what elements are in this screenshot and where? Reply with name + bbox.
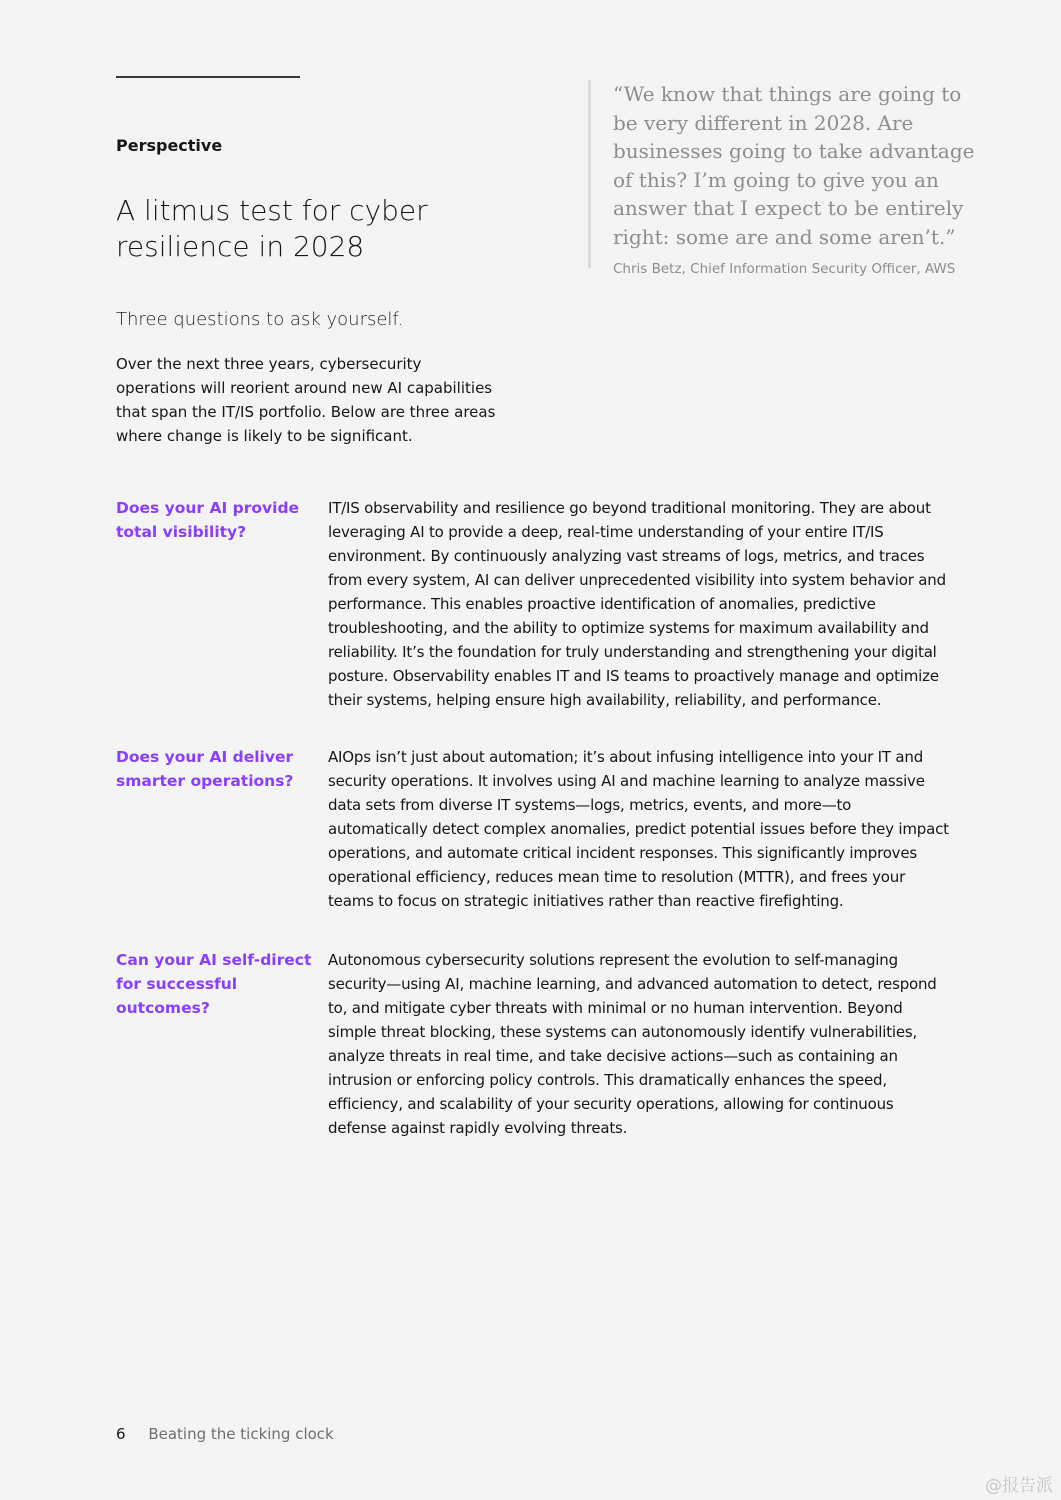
question-label: Can your AI self-direct for successful outcomes? <box>116 951 312 1017</box>
subtitle: Three questions to ask yourself. <box>116 309 404 330</box>
page-title: A litmus test for cyber resilience in 2028 <box>116 194 428 263</box>
question-label: Does your AI provide total visibility? <box>116 499 300 541</box>
quote-attribution: Chris Betz, Chief Information Security Officer, AWS <box>613 261 956 277</box>
intro-paragraph: Over the next three years, cybersecurity operations will reorient around new AI capabilities that span the IT/IS portfolio. Below are three areas where change is likely to be significant. <box>116 355 496 445</box>
quote-text: “We know that things are going to be very different in 2028. Are businesses going to take advantage of this? I’m going to give you an answer that I expect to be entirely right: some are and some aren’t.” <box>613 82 975 249</box>
top-rule <box>116 76 300 78</box>
question-body: AIOps isn’t just about automation; it’s about infusing intelligence into your IT and security operations. It involves using AI and machine learning to analyze massive data sets from diverse IT systems—logs, metrics, events, and more—to automatically detect complex anomalies, predict potential issues before they impact operations, and automate critical incident responses. This significantly improves operational efficiency, reduces mean time to resolution (MTTR), and frees your teams to focus on strategic initiatives rather than reactive firefighting. <box>328 748 949 910</box>
question-label: Does your AI deliver smarter operations? <box>116 748 294 790</box>
question-body: Autonomous cybersecurity solutions represent the evolution to self-managing security—using AI, machine learning, and advanced automation to detect, respond to, and mitigate cyber threats with minimal or no human intervention. Beyond simple threat blocking, these systems can autonomously identify vulnerabilities, analyze threats in real time, and take decisive actions—such as containing an intrusion or enforcing policy controls. This dramatically enhances the speed, efficiency, and scalability of your security operations, allowing for continuous defense against rapidly evolving threats. <box>328 951 937 1137</box>
question-body: IT/IS observability and resilience go beyond traditional monitoring. They are about leveraging AI to provide a deep, real-time understanding of your entire IT/IS environment. By continuously analyzing vast streams of logs, metrics, and traces from every system, AI can deliver unprecedented visibility into system behavior and performance. This enables proactive identification of anomalies, predictive troubleshooting, and the ability to optimize systems for maximum availability and reliability. It’s the foundation for truly understanding and strengthening your digital posture. Observability enables IT and IS teams to proactively manage and optimize their systems, helping ensure high availability, reliability, and performance. <box>328 499 946 709</box>
watermark: @报告派 <box>985 1476 1053 1496</box>
page-number: 6 <box>116 1425 126 1443</box>
eyebrow: Perspective <box>116 136 223 155</box>
page-footer <box>116 1425 334 1443</box>
document-title: Beating the ticking clock <box>148 1425 334 1443</box>
pull-quote <box>588 80 983 277</box>
